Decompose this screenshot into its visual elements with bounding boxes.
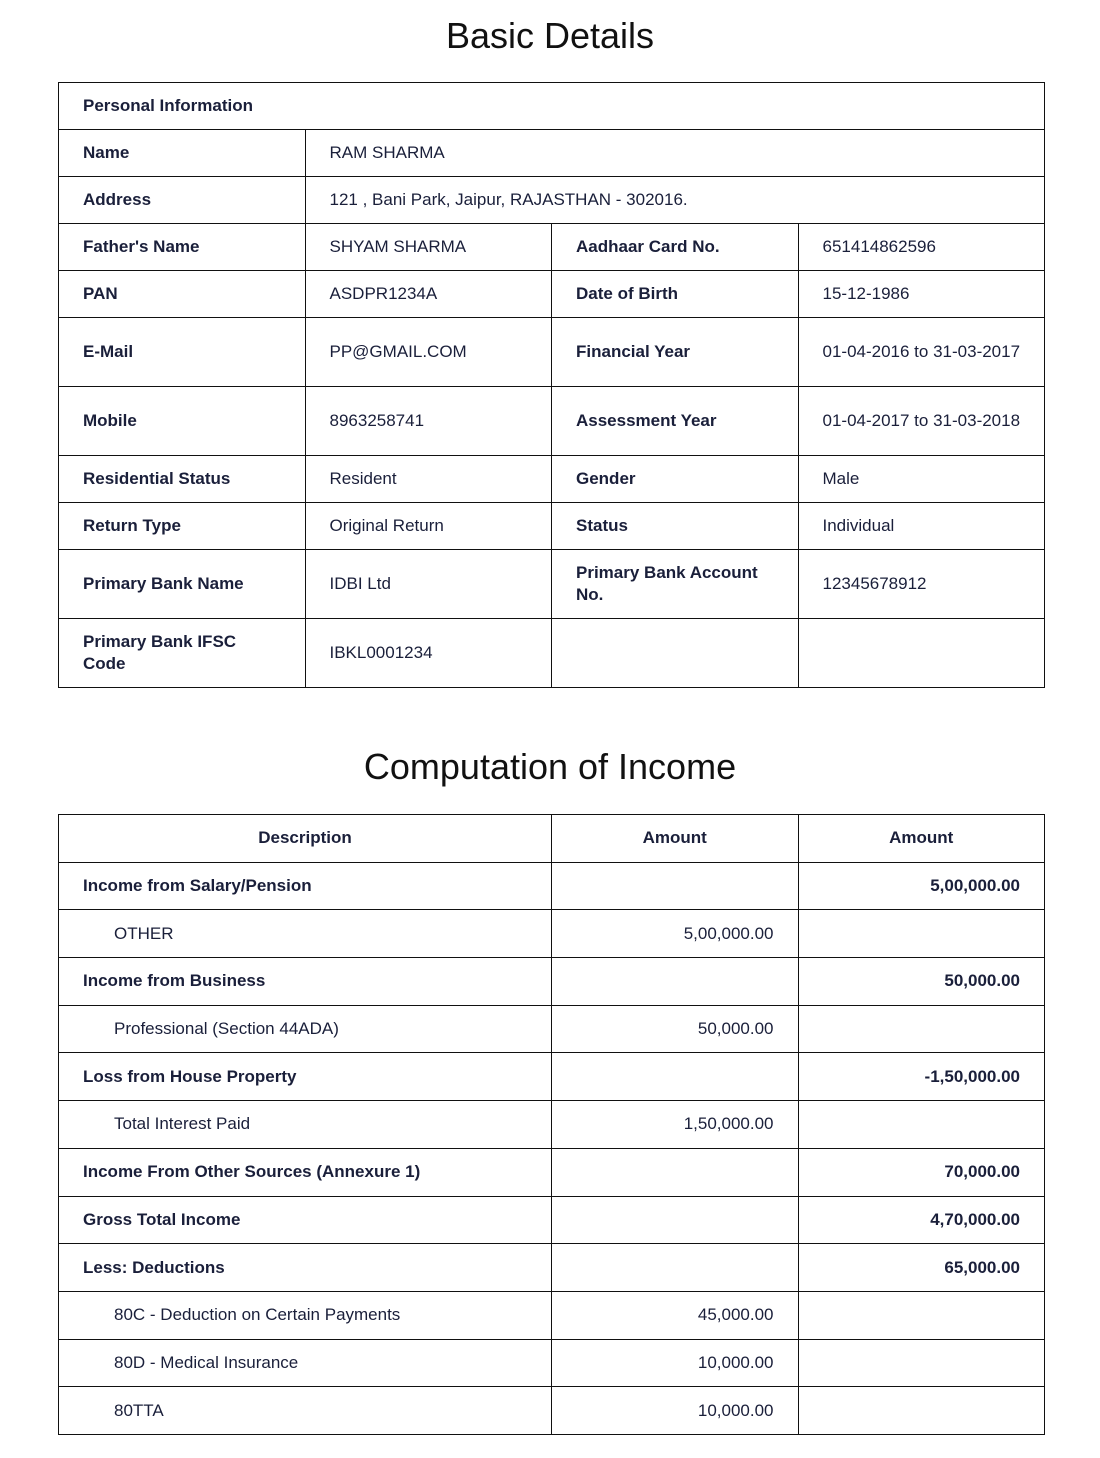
primary-bank-name-label: Primary Bank Name [59,550,306,619]
fathers-name-row [59,224,1045,271]
row-total [798,1005,1045,1053]
table-row [59,1339,1045,1387]
fathers-name-label: Father's Name [59,224,306,271]
primary-bank-account-value: 12345678912 [798,550,1045,619]
row-description: 80TTA [59,1387,552,1435]
aadhaar-value: 651414862596 [798,224,1045,271]
aadhaar-label: Aadhaar Card No. [552,224,799,271]
amount-header: Amount [552,815,799,863]
return-type-row [59,503,1045,550]
row-amount [552,1244,799,1292]
row-description: Income from Salary/Pension [59,862,552,910]
income-header-row [59,815,1045,863]
email-label: E-Mail [59,318,306,387]
row-total [798,1387,1045,1435]
row-total [798,1291,1045,1339]
row-description: Loss from House Property [59,1053,552,1101]
table-row [59,862,1045,910]
mobile-row [59,387,1045,456]
residential-status-label: Residential Status [59,456,306,503]
gender-value: Male [798,456,1045,503]
row-total: 50,000.00 [798,958,1045,1006]
basic-details-table [58,82,1045,688]
address-row [59,177,1045,224]
assessment-year-label: Assessment Year [552,387,799,456]
computation-of-income-title: Computation of Income [363,746,737,787]
row-amount: 5,00,000.00 [552,910,799,958]
row-amount [552,1196,799,1244]
residential-status-row [59,456,1045,503]
row-amount [552,1148,799,1196]
residential-status-value: Resident [305,456,552,503]
row-total: -1,50,000.00 [798,1053,1045,1101]
status-label: Status [552,503,799,550]
assessment-year-value: 01-04-2017 to 31-03-2018 [798,387,1045,456]
row-total [798,1101,1045,1149]
basic-details-title: Basic Details [445,15,655,56]
row-description: 80D - Medical Insurance [59,1339,552,1387]
status-value: Individual [798,503,1045,550]
address-label: Address [59,177,306,224]
table-row [59,1005,1045,1053]
table-row [59,1244,1045,1292]
address-value: 121 , Bani Park, Jaipur, RAJASTHAN - 302016. [305,177,1045,224]
personal-information-row [59,83,1045,130]
empty-value-cell [798,619,1045,688]
table-row [59,1291,1045,1339]
table-row [59,1387,1045,1435]
table-row [59,958,1045,1006]
name-value: RAM SHARMA [305,130,1045,177]
gender-label: Gender [552,456,799,503]
name-label: Name [59,130,306,177]
dob-label: Date of Birth [552,271,799,318]
primary-bank-name-value: IDBI Ltd [305,550,552,619]
dob-value: 15-12-1986 [798,271,1045,318]
ifsc-value: IBKL0001234 [305,619,552,688]
row-amount [552,1053,799,1101]
row-amount: 50,000.00 [552,1005,799,1053]
return-type-label: Return Type [59,503,306,550]
row-amount [552,958,799,1006]
mobile-label: Mobile [59,387,306,456]
description-header: Description [59,815,552,863]
ifsc-row [59,619,1045,688]
row-description: 80C - Deduction on Certain Payments [59,1291,552,1339]
row-total: 4,70,000.00 [798,1196,1045,1244]
financial-year-label: Financial Year [552,318,799,387]
primary-bank-row [59,550,1045,619]
row-total [798,1339,1045,1387]
table-row [59,1196,1045,1244]
pan-row [59,271,1045,318]
row-description: Gross Total Income [59,1196,552,1244]
row-total: 5,00,000.00 [798,862,1045,910]
ifsc-label: Primary Bank IFSC Code [59,619,306,688]
row-description: Income From Other Sources (Annexure 1) [59,1148,552,1196]
return-type-value: Original Return [305,503,552,550]
table-row [59,1053,1045,1101]
row-description: Total Interest Paid [59,1101,552,1149]
personal-information-header: Personal Information [59,83,1045,130]
row-description: Income from Business [59,958,552,1006]
pan-label: PAN [59,271,306,318]
row-description: OTHER [59,910,552,958]
email-value: PP@GMAIL.COM [305,318,552,387]
row-total: 65,000.00 [798,1244,1045,1292]
row-amount [552,862,799,910]
table-row [59,1101,1045,1149]
financial-year-value: 01-04-2016 to 31-03-2017 [798,318,1045,387]
fathers-name-value: SHYAM SHARMA [305,224,552,271]
amount-total-header: Amount [798,815,1045,863]
row-total [798,910,1045,958]
row-description: Less: Deductions [59,1244,552,1292]
income-table [58,814,1045,1435]
mobile-value: 8963258741 [305,387,552,456]
email-row [59,318,1045,387]
row-amount: 10,000.00 [552,1387,799,1435]
row-amount: 45,000.00 [552,1291,799,1339]
table-row [59,910,1045,958]
primary-bank-account-label: Primary Bank Account No. [552,550,799,619]
row-amount: 1,50,000.00 [552,1101,799,1149]
table-row [59,1148,1045,1196]
pan-value: ASDPR1234A [305,271,552,318]
row-description: Professional (Section 44ADA) [59,1005,552,1053]
row-total: 70,000.00 [798,1148,1045,1196]
name-row [59,130,1045,177]
empty-label-cell [552,619,799,688]
row-amount: 10,000.00 [552,1339,799,1387]
